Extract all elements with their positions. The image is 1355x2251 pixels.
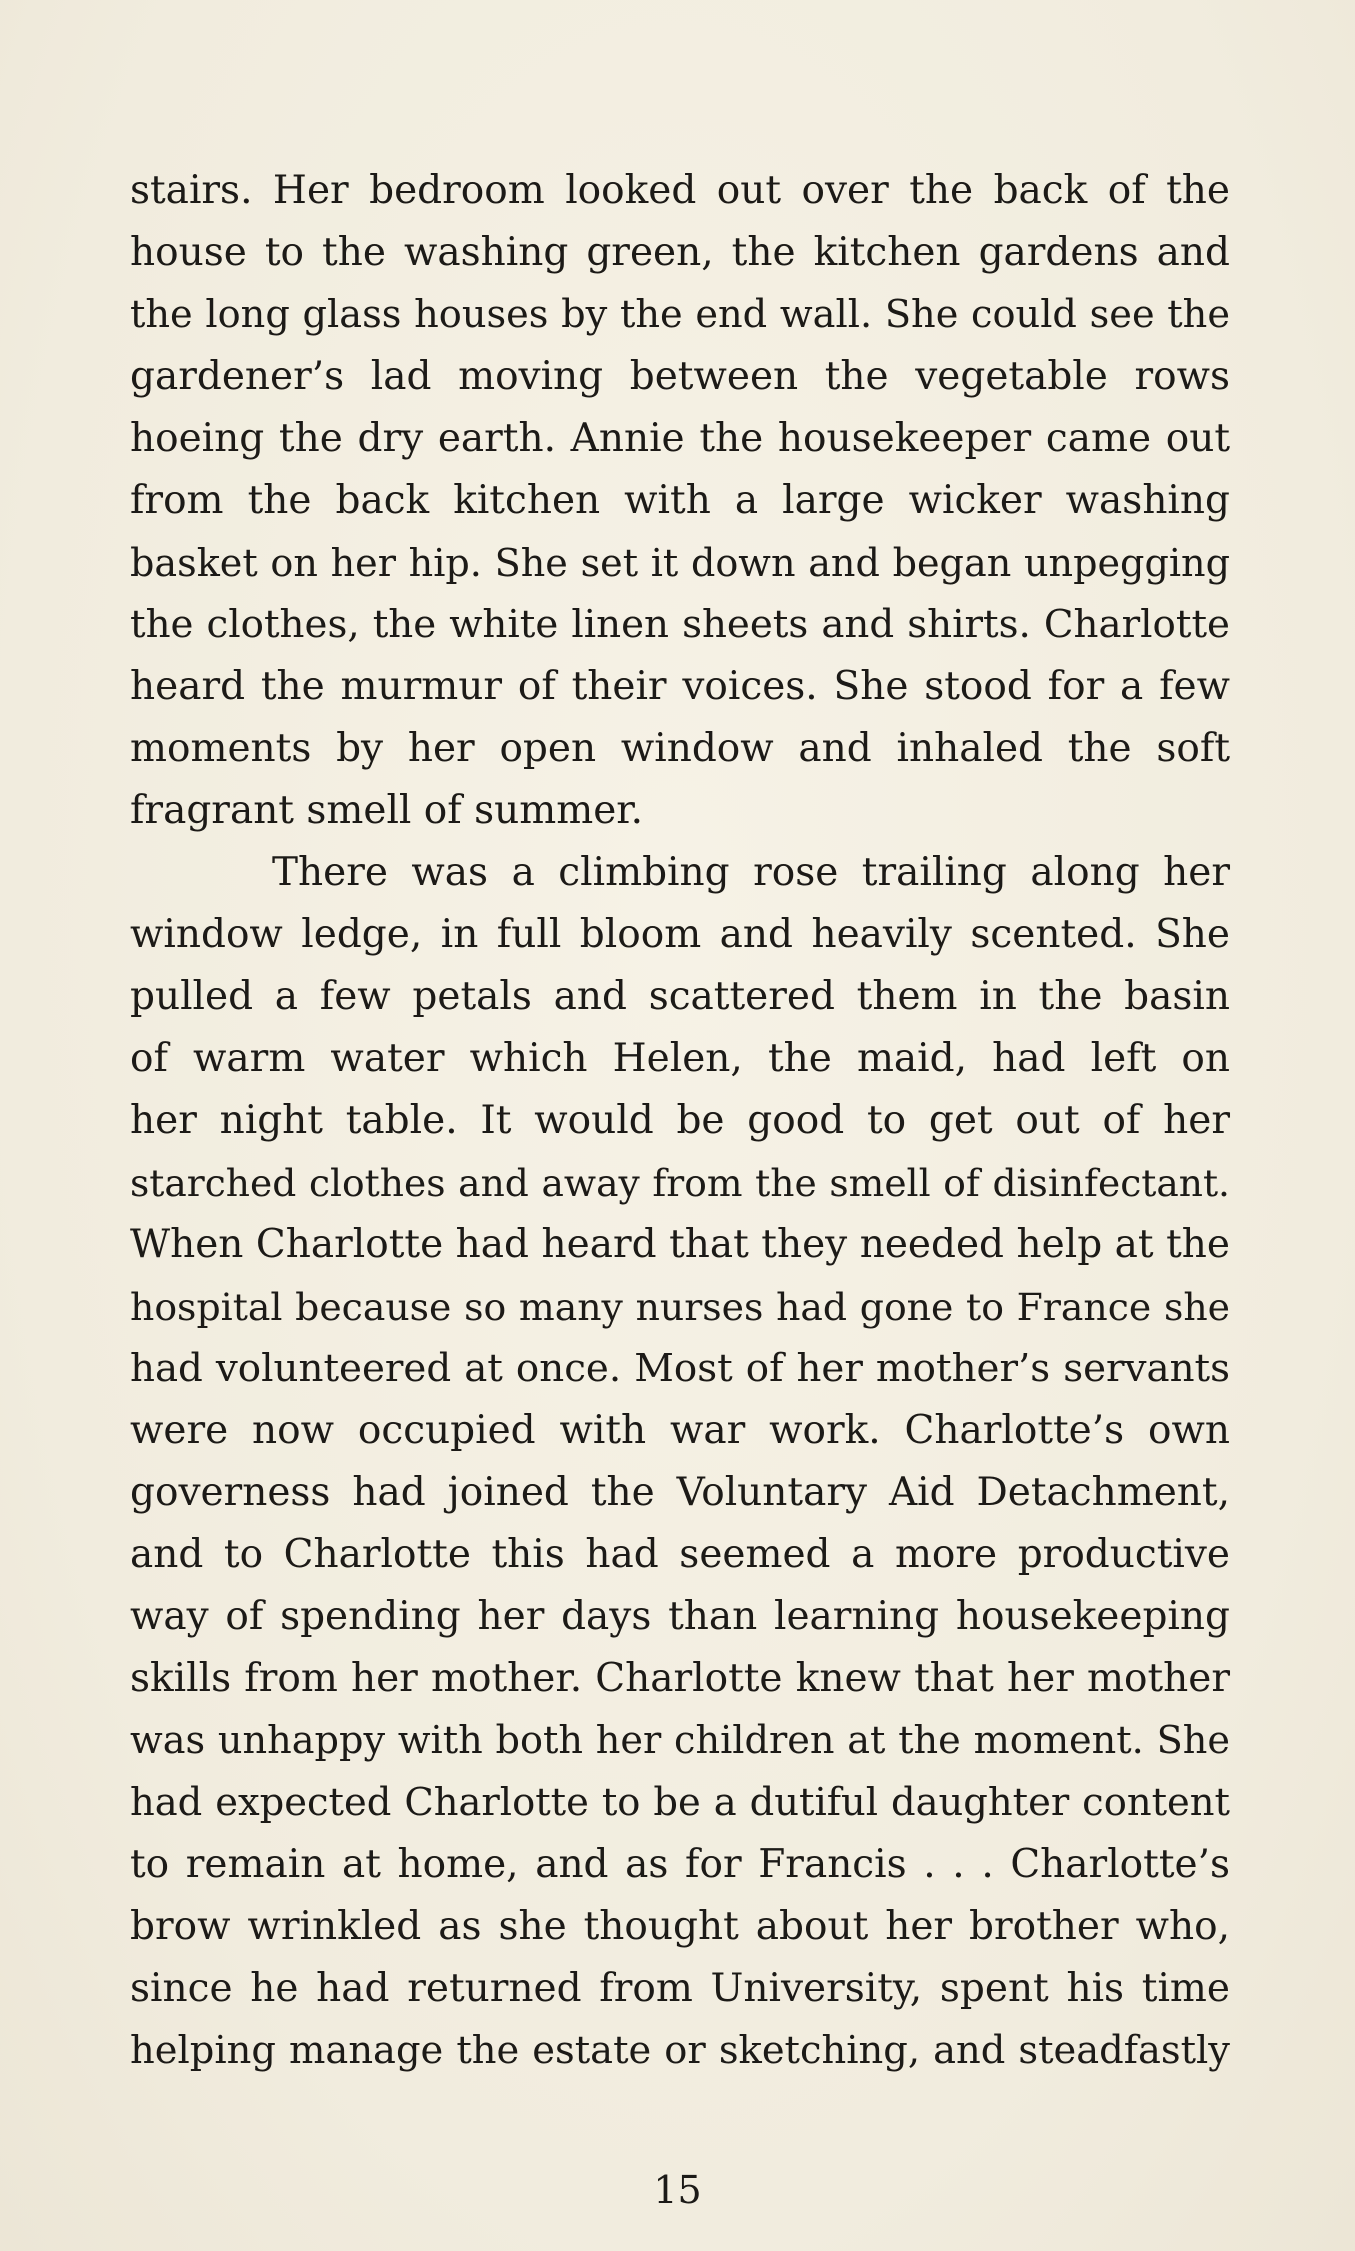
text-line: from the back kitchen with a large wicker washing [130, 478, 1230, 523]
text-line: skills from her mother. Charlotte knew that her mother [130, 1656, 1230, 1701]
text-line: governess had joined the Voluntary Aid Detachment, [130, 1470, 1230, 1515]
text-line: hoeing the dry earth. Annie the housekeeper came out [130, 416, 1230, 461]
text-line: gardener’s lad moving between the vegetable rows [130, 354, 1230, 399]
paragraph-1 [130, 160, 1230, 842]
text-line: the long glass houses by the end wall. She could see the [130, 292, 1230, 337]
text-line: to remain at home, and as for Francis . . . Charlotte’s [130, 1842, 1230, 1887]
text-line: brow wrinkled as she thought about her brother who, [130, 1904, 1230, 1949]
text-line: moments by her open window and inhaled the soft [130, 726, 1230, 771]
text-line: the clothes, the white linen sheets and shirts. Charlotte [130, 602, 1230, 647]
text-line: was unhappy with both her children at the moment. She [130, 1719, 1230, 1763]
text-line: helping manage the estate or sketching, and steadfastly [130, 2028, 1230, 2073]
text-line: When Charlotte had heard that they needed help at the [130, 1222, 1230, 1267]
text-line: house to the washing green, the kitchen gardens and [130, 230, 1230, 275]
text-line: There was a climbing rose trailing along her [272, 850, 1230, 895]
text-line: heard the murmur of their voices. She stood for a few [130, 664, 1230, 709]
text-line: her night table. It would be good to get out of her [130, 1098, 1230, 1143]
text-line: stairs. Her bedroom looked out over the back of the [130, 168, 1230, 213]
text-line: fragrant smell of summer. [130, 788, 644, 833]
paragraph-2 [130, 842, 1230, 2082]
text-line: way of spending her days than learning housekeeping [130, 1594, 1230, 1639]
page-number: 15 [653, 2168, 702, 2212]
body-text [130, 160, 1230, 2082]
text-line: had volunteered at once. Most of her mother’s servants [130, 1346, 1230, 1391]
text-line: of warm water which Helen, the maid, had left on [130, 1036, 1230, 1081]
text-line: had expected Charlotte to be a dutiful daughter content [130, 1780, 1230, 1825]
text-line: basket on her hip. She set it down and began unpegging [130, 541, 1230, 585]
text-line: pulled a few petals and scattered them in the basin [130, 974, 1230, 1019]
text-line: hospital because so many nurses had gone to France she [130, 1285, 1230, 1329]
text-line: since he had returned from University, spent his time [130, 1966, 1230, 2011]
text-line: and to Charlotte this had seemed a more productive [130, 1532, 1230, 1577]
text-line: window ledge, in full bloom and heavily scented. She [130, 912, 1230, 957]
text-line: were now occupied with war work. Charlotte’s own [130, 1408, 1230, 1453]
text-line: starched clothes and away from the smell of disinfectant. [130, 1161, 1230, 1205]
